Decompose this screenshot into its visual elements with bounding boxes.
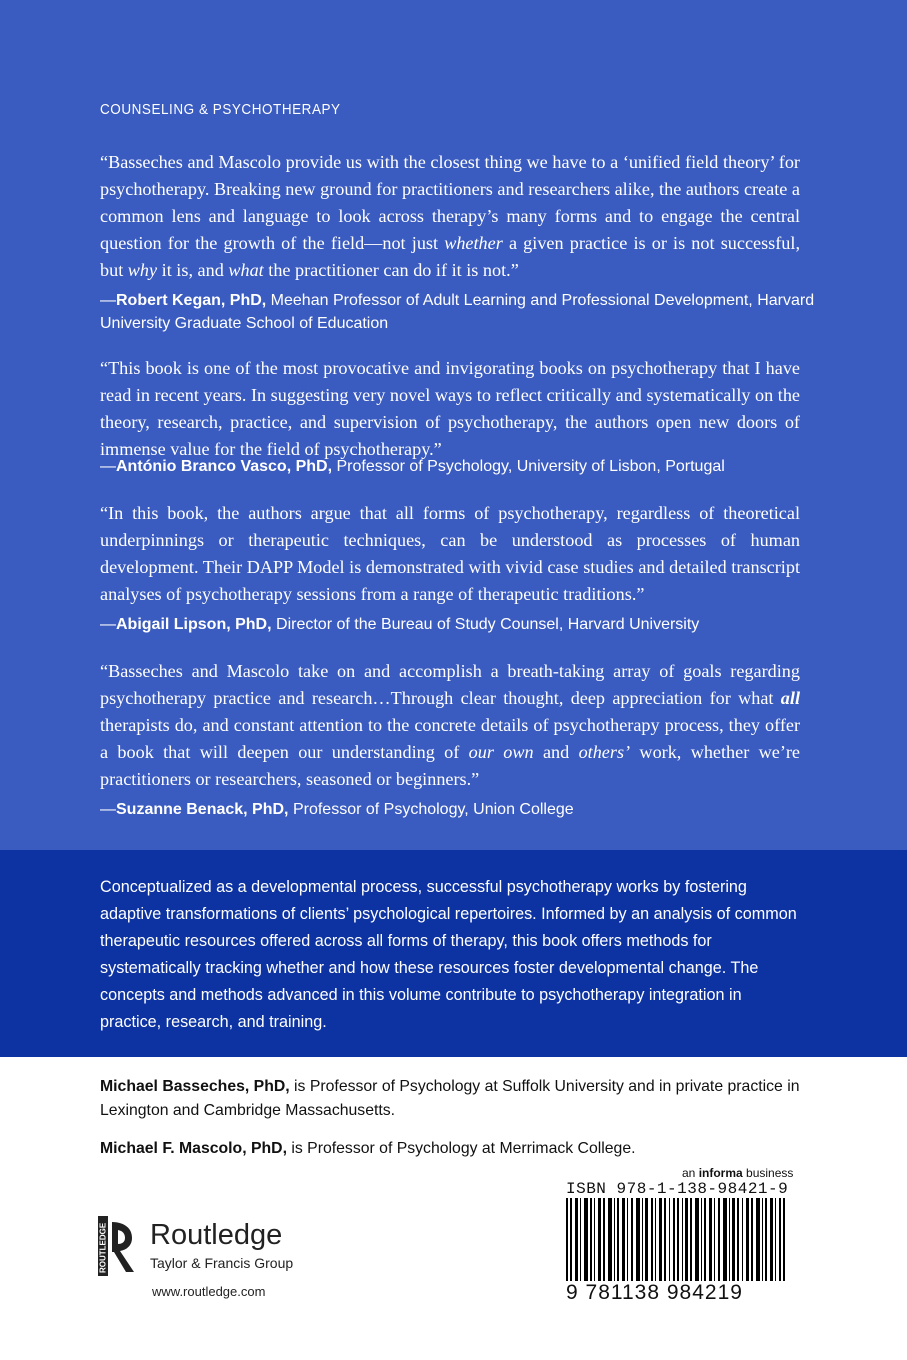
quote-4: “Basseches and Mascolo take on and accomplish a breath-taking array of goals regarding psychotherapy practice and research…Through clear thought, deep appreciation for what all therapists do, and constant attention to the concrete details of psychotherapy process, they offer a book that will deepen our understanding of our own and others’ work, whether we’re practitioners or researchers, seasoned or beginners.”: [100, 661, 801, 789]
publisher-name: Routledge: [150, 1219, 283, 1251]
quote-3-attribution: —Abigail Lipson, PhD, Director of the Bureau of Study Counsel, Harvard University: [100, 616, 700, 633]
book-description: Conceptualized as a developmental process, successful psychotherapy works by fostering adaptive transformations of clients’ psychological repertoires. Informed by an analysis of common therapeutic resources offered across all forms of therapy, this book offers methods for systematically tracking whether and how these resources foster developmental change. The concepts and methods advanced in this volume contribute to psychotherapy integration in practice, research, and training.: [100, 878, 797, 1031]
publisher-url[interactable]: www.routledge.com: [152, 1284, 266, 1299]
quote-2: “This book is one of the most provocative and invigorating books on psychotherapy that I have read in recent years. In suggesting very novel ways to reflect critically and systematically on the theory, research, practice, and supervision of psychotherapy, the authors open new doors of immense value for the field of psychotherapy.”: [100, 358, 800, 459]
routledge-vertical-wordmark: ROUTLEDGE: [98, 1222, 108, 1273]
quote-4-attribution: —Suzanne Benack, PhD, Professor of Psychology, Union College: [100, 801, 574, 818]
author-bio-mascolo: Michael F. Mascolo, PhD, is Professor of Psychology at Merrimack College.: [100, 1140, 636, 1157]
publisher-group: Taylor & Francis Group: [150, 1255, 294, 1271]
informa-tagline: an informa business: [682, 1166, 794, 1180]
quote-3: “In this book, the authors argue that all forms of psychotherapy, regardless of theoretical underpinnings or therapeutic techniques, can be understood as processes of human development. Their DAPP Model is demonstrated with vivid case studies and detailed transcript analyses of psychotherapy sessions from a range of therapeutic traditions.”: [100, 503, 800, 604]
routledge-logo-icon: [98, 1216, 140, 1276]
barcode-icon: [566, 1198, 788, 1288]
barcode-number: 9 781138 984219: [566, 1281, 788, 1305]
quote-1: “Basseches and Mascolo provide us with the closest thing we have to a ‘unified field theory’ for psychotherapy. Breaking new ground for practitioners and researchers alike, the authors create a common lens and language to look across therapy’s many forms and to engage the central question for the growth of the field—not just whether a given practice is or is not successful, but why it is, and what the practitioner can do if it is not.”: [100, 152, 800, 280]
category-label: COUNSELING & PSYCHOTHERAPY: [100, 101, 341, 118]
quote-1-attribution: —Robert Kegan, PhD, Meehan Professor of Adult Learning and Professional Development, Harvard University Graduate School of Education: [100, 292, 815, 332]
quote-2-attribution: —António Branco Vasco, PhD, Professor of Psychology, University of Lisbon, Portugal: [100, 458, 725, 475]
author-bio-basseches: Michael Basseches, PhD, is Professor of Psychology at Suffolk University and in private practice in Lexington and Cambridge Massachusetts.: [100, 1078, 800, 1119]
isbn-label: ISBN 978-1-138-98421-9: [566, 1180, 789, 1198]
